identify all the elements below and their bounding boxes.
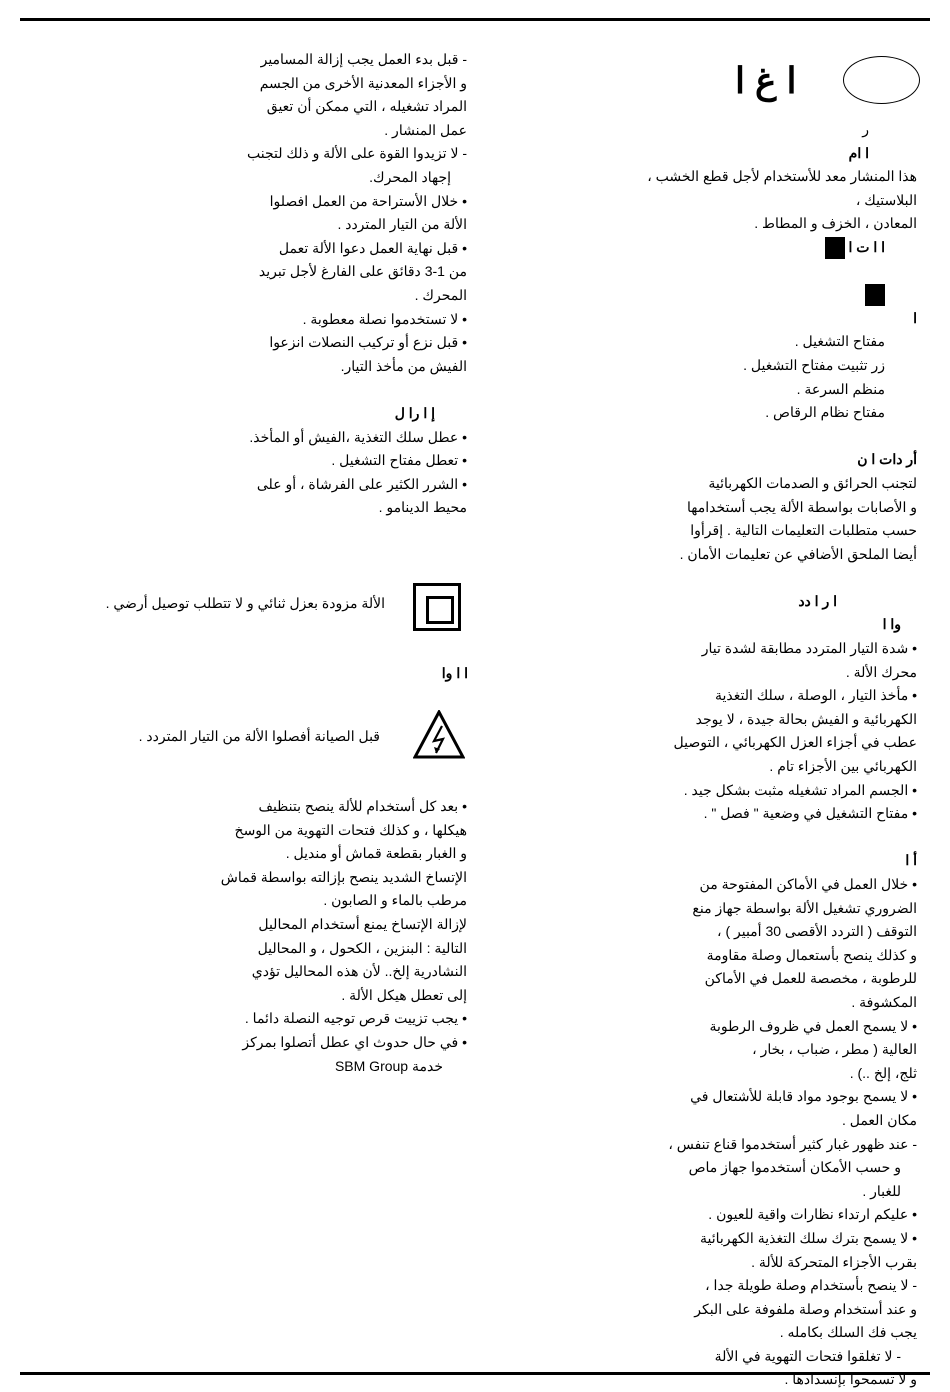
left-column bbox=[205, 48, 467, 520]
intro-line: • قبل نزع أو تركيب النصلات انزعوا bbox=[269, 334, 467, 351]
double-insulation-icon bbox=[413, 583, 461, 631]
fault-line: • عطل سلك التغذية ،الفيش أو المأخذ. bbox=[249, 428, 467, 445]
check-line: الكهربائية و الفيش بحالة جيدة ، لا يوجد bbox=[695, 710, 917, 727]
black-square-icon bbox=[865, 284, 885, 306]
work-line: التوقف ( التردد الأقصى 30 أمبير ) ، bbox=[717, 923, 917, 940]
maintenance-line: مرطب بالماء و الصابون . bbox=[323, 892, 467, 909]
work-line: • خلال العمل في الأماكن المفتوحة من bbox=[699, 876, 917, 892]
black-square-icon bbox=[825, 237, 845, 259]
maintenance-note: قبل الصيانة أفصلوا الألة من التيار المتردد . bbox=[138, 728, 380, 744]
fault-line: • الشرر الكثير على الفرشاة ، أو على bbox=[256, 475, 467, 492]
work-line: و حسب الأمكان أستخدموا جهاز ماص bbox=[688, 1159, 901, 1176]
check-line: عطب في أجزاء العزل الكهربائي ، التوصيل bbox=[673, 734, 917, 751]
work-line: و لا تسمحوا بإنسدادها . bbox=[784, 1371, 917, 1388]
maintenance-line: هيكلها ، و كذلك فتحات التهوية من الوسخ bbox=[234, 821, 467, 838]
work-line: • لا يسمح بترك سلك التغذية الكهربائية bbox=[699, 1229, 917, 1246]
purpose-text-1: هذا المنشار معد للأستخدام لأجل قطع الخشب ، البلاستيك ، bbox=[647, 168, 917, 208]
heading-work: أ ا bbox=[905, 852, 917, 869]
work-line: بقرب الأجزاء المتحركة للألة . bbox=[751, 1253, 917, 1270]
maintenance-block bbox=[180, 795, 467, 1078]
work-line: • عليكم ارتداء نظارات واقية للعيون . bbox=[708, 1206, 917, 1223]
intro-line: و الأجزاء المعدنية الأخرى من الجسم bbox=[259, 74, 467, 91]
check-line: • شدة التيار المتردد مطابقة لشدة تيار bbox=[701, 640, 917, 657]
intro-line: • لا تستخدموا نصلة معطوبة . bbox=[302, 310, 467, 327]
maintenance-line: و الغبار بقطعة قماش أو منديل . bbox=[285, 845, 467, 862]
work-line: - عند ظهور غبار كثير أستخدموا قناع تنفس ، bbox=[668, 1135, 917, 1152]
intro-line: إجهاد المحرك. bbox=[369, 168, 451, 185]
safety-line: أيضا الملحق الأضافي عن تعليمات الأمان . bbox=[679, 545, 917, 562]
element-item: مفتاح نظام الرقاص . bbox=[765, 404, 885, 421]
heading-purpose: ا ام bbox=[848, 144, 869, 161]
intro-line: عمل المنشار . bbox=[384, 121, 467, 138]
intro-line: المراد تشغيله ، التي ممكن أن تعيق bbox=[266, 98, 467, 115]
heading-check-2: وا ا bbox=[882, 616, 901, 633]
safety-line: و الأصابات بواسطة الألة يجب أستخدامها bbox=[687, 498, 917, 515]
right-column bbox=[632, 118, 917, 1392]
maintenance-line: التالية : البنزين ، الكحول ، و المحاليل bbox=[257, 939, 467, 956]
fault-line: • تعطل مفتاح التشغيل . bbox=[331, 452, 467, 469]
work-line: و كذلك ينصح بأستعمال وصلة مقاومة bbox=[706, 946, 917, 963]
work-line: - لا تغلقوا فتحات التهوية في الألة bbox=[714, 1347, 901, 1364]
work-line: - لا ينصح بأستخدام وصلة طويلة جدا ، bbox=[705, 1277, 917, 1294]
element-item: مفتاح التشغيل . bbox=[794, 333, 885, 350]
intro-line: المحرك . bbox=[414, 286, 467, 303]
check-line: • مفتاح التشغيل في وضعية " فصل " . bbox=[703, 805, 917, 822]
heading-faults: إ ا را ل bbox=[394, 404, 435, 421]
work-line: المكشوفة . bbox=[851, 993, 917, 1010]
maintenance-line: خدمة SBM Group bbox=[334, 1057, 443, 1074]
intro-line: - قبل بدء العمل يجب إزالة المسامير bbox=[260, 51, 467, 67]
intro-line: من 1-3 دقائق على الفارغ لأجل تبريد bbox=[258, 263, 467, 280]
intro-line: الفيش من مأخذ التيار. bbox=[340, 357, 467, 374]
heading-elements-2: ا bbox=[913, 309, 917, 326]
heading-safety: أر دات ا ن bbox=[857, 451, 917, 468]
work-line: • لا يسمح بوجود مواد قابلة للأشتعال في bbox=[690, 1088, 917, 1105]
work-line: ثلج، إلخ ..) . bbox=[849, 1064, 917, 1081]
safety-line: حسب متطلبات التعليمات التالية . إقرأوا bbox=[690, 522, 917, 539]
heading-check: ا ر ا دد bbox=[798, 592, 837, 609]
work-line: مكان العمل . bbox=[841, 1111, 917, 1128]
maintenance-line: • في حال حدوث اي عطل أتصلوا بمركز bbox=[242, 1033, 467, 1050]
element-item: منظم السرعة . bbox=[796, 380, 885, 397]
check-line: • الجسم المراد تشغيله مثبت بشكل جيد . bbox=[683, 781, 917, 798]
maintenance-line: النشادرية إلخ.. لأن هذه المحاليل تؤدي bbox=[251, 963, 467, 980]
maintenance-line: • بعد كل أستخدام للألة ينصح بتنظيف bbox=[258, 798, 467, 814]
intro-line: • قبل نهاية العمل دعوا الألة تعمل bbox=[278, 239, 467, 256]
purpose-text-2: المعادن ، الخزف و المطاط . bbox=[754, 215, 917, 232]
intro-line: • خلال الأستراحة من العمل افصلوا bbox=[269, 192, 467, 209]
check-line: • مأخذ التيار ، الوصلة ، سلك التغذية bbox=[714, 687, 917, 704]
check-line: محرك الألة . bbox=[845, 663, 917, 680]
safety-line: لتجنب الحرائق و الصدمات الكهربائية bbox=[708, 474, 917, 491]
element-item: زر تثبيت مفتاح التشغيل . bbox=[743, 356, 885, 373]
work-line: العالية ( مطر ، ضباب ، بخار ، bbox=[752, 1041, 917, 1058]
top-rule bbox=[20, 18, 930, 21]
work-line: الضروري تشغيل الألة بواسطة جهاز منع bbox=[692, 899, 917, 916]
maintenance-line: • يجب تزييت قرص توجيه النصلة دائما . bbox=[244, 1010, 467, 1027]
intro-line: - لا تزيدوا القوة على الألة و ذلك لتجنب bbox=[247, 145, 467, 162]
work-line: • لا يسمح العمل في ظروف الرطوبة bbox=[709, 1017, 917, 1034]
heading-elements-text: ا ا ت ا bbox=[848, 238, 885, 255]
maintenance-line: لإزالة الإتساخ يمنع أستخدام المحاليل bbox=[258, 915, 467, 932]
work-line: يجب فك السلك بكامله . bbox=[779, 1324, 917, 1341]
intro-line: الألة من التيار المتردد . bbox=[337, 216, 467, 233]
work-line: و عند أستخدام وصلة ملفوفة على البكر bbox=[694, 1300, 917, 1317]
work-line: للغبار . bbox=[862, 1182, 901, 1199]
maintenance-line: إلى تعطل هيكل الألة . bbox=[341, 986, 467, 1003]
check-line: الكهربائي بين الأجزاء تام . bbox=[769, 758, 917, 775]
insulation-note: الألة مزودة بعزل ثنائي و لا تتطلب توصيل أرضي . bbox=[105, 595, 385, 611]
section-letter: ر bbox=[862, 121, 869, 137]
heading-elements bbox=[632, 236, 917, 307]
maintenance-line: الإتساخ الشديد ينصح بإزالته بواسطة قماش bbox=[220, 868, 467, 885]
logo-oval-icon bbox=[843, 56, 920, 104]
electric-warning-icon bbox=[413, 710, 465, 760]
fault-line: محيط الدينامو . bbox=[378, 499, 467, 516]
heading-maintenance: ا ا وا bbox=[441, 665, 468, 681]
work-line: للرطوبة ، مخصصة للعمل في الأماكن bbox=[704, 970, 917, 987]
logo-letters: ا غ ا bbox=[735, 60, 797, 101]
